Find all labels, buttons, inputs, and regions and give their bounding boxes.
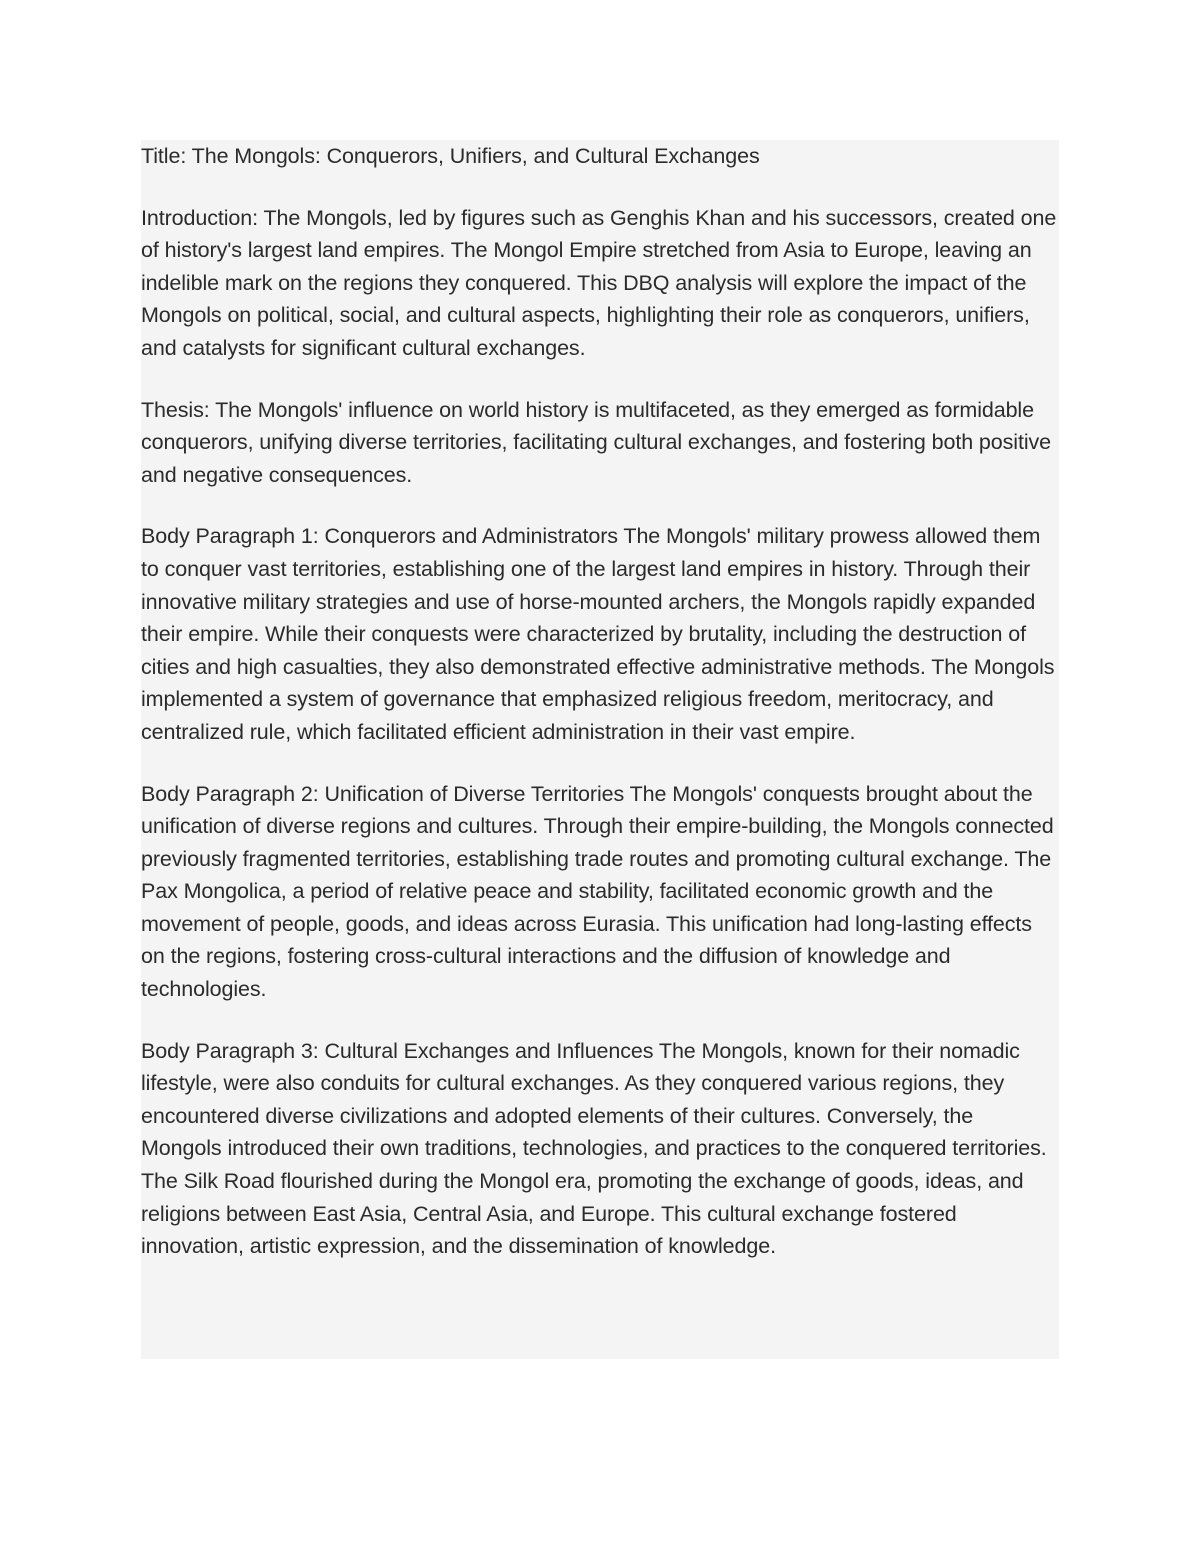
body-paragraph-2: Body Paragraph 2: Unification of Diverse Territories The Mongols' conquests brought about the unification of diverse regions and cultures. Through their empire-building, the Mongols connected previously fragmented territories, establishing trade routes and promoting cultural exchange. The Pax Mongolica, a period of relative peace and stability, facilitated economic growth and the movement of people, goods, and ideas across Eurasia. This unification had long-lasting effects on the regions, fostering cross-cultural interactions and the diffusion of knowledge and technologies. [141, 781, 1054, 1002]
thesis-paragraph: Thesis: The Mongols' influence on world history is multifaceted, as they emerged as formidable conquerors, unifying diverse territories, facilitating cultural exchanges, and fostering both positive and negative consequences. [141, 397, 1052, 487]
body-paragraph-1: Body Paragraph 1: Conquerors and Administrators The Mongols' military prowess allowed them to conquer vast territories, establishing one of the largest land empires in history. Through their innovative military strategies and use of horse-mounted archers, the Mongols rapidly expanded their empire. While their conquests were characterized by brutality, including the destruction of cities and high casualties, they also demonstrated effective administrative methods. The Mongols implemented a system of governance that emphasized religious freedom, meritocracy, and centralized rule, which facilitated efficient administration in their vast empire. [141, 524, 1055, 744]
essay-title: Title: The Mongols: Conquerors, Unifiers, and Cultural Exchanges [141, 144, 760, 168]
introduction-paragraph: Introduction: The Mongols, led by figures such as Genghis Khan and his successors, created one of history's largest land empires. The Mongol Empire stretched from Asia to Europe, leaving an indelible mark on the regions they conquered. This DBQ analysis will explore the impact of the Mongols on political, social, and cultural aspects, highlighting their role as conquerors, unifiers, and catalysts for significant cultural exchanges. [141, 205, 1057, 360]
body-paragraph-3: Body Paragraph 3: Cultural Exchanges and Influences The Mongols, known for their nomadic lifestyle, were also conduits for cultural exchanges. As they conquered various regions, they encountered diverse civilizations and adopted elements of their cultures. Conversely, the Mongols introduced their own traditions, technologies, and practices to the conquered territories. The Silk Road flourished during the Mongol era, promoting the exchange of goods, ideas, and religions between East Asia, Central Asia, and Europe. This cultural exchange fostered innovation, artistic expression, and the dissemination of knowledge. [141, 1038, 1047, 1259]
essay-text-block [141, 140, 1059, 1359]
